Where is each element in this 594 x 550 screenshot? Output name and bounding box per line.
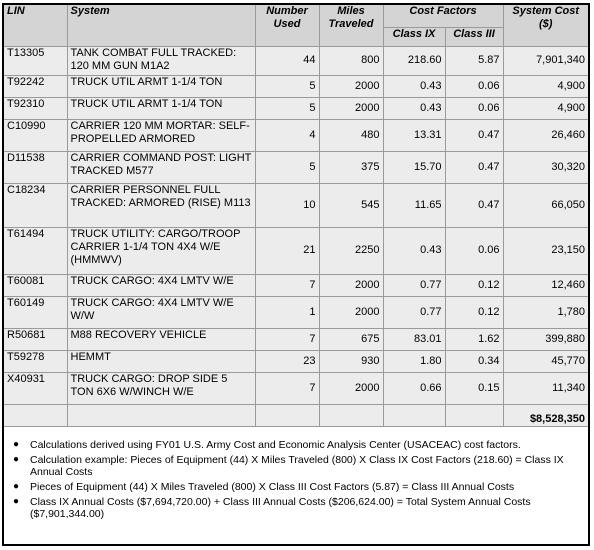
header-cost-factors: Cost Factors	[383, 5, 503, 27]
cell-system: CARRIER COMMAND POST: LIGHT TRACKED M577	[67, 151, 255, 183]
cell-number-used: 7	[255, 372, 319, 404]
cell-system: TRUCK UTIL ARMT 1-1/4 TON	[67, 75, 255, 97]
cell-system-cost: 7,901,340	[503, 46, 588, 75]
cell-system: TRUCK CARGO: 4X4 LMTV W/E	[67, 274, 255, 296]
cell-system-cost: 26,460	[503, 119, 588, 151]
table-body	[4, 46, 588, 404]
cell-class-ix: 0.77	[383, 274, 445, 296]
cell-system-cost: 4,900	[503, 75, 588, 97]
cell-lin: C10990	[4, 119, 67, 151]
table-row	[4, 97, 588, 119]
table-row	[4, 296, 588, 328]
cell-miles-traveled: 930	[319, 350, 383, 372]
cell-class-ix: 0.43	[383, 75, 445, 97]
table-row	[4, 119, 588, 151]
cell-system-cost: 66,050	[503, 183, 588, 227]
cell-system-cost: 1,780	[503, 296, 588, 328]
cell-miles-traveled: 480	[319, 119, 383, 151]
cell-number-used: 44	[255, 46, 319, 75]
cell-system: TRUCK CARGO: 4X4 LMTV W/E W/W	[67, 296, 255, 328]
total-row	[4, 404, 588, 426]
header-number-used: Number Used	[255, 5, 319, 46]
cell-class-ix: 0.43	[383, 227, 445, 274]
table-row	[4, 75, 588, 97]
cell-miles-traveled: 2000	[319, 372, 383, 404]
cell-lin: T13305	[4, 46, 67, 75]
cell-system-cost: 30,320	[503, 151, 588, 183]
cell-miles-traveled: 2000	[319, 274, 383, 296]
header-miles-traveled: Miles Traveled	[319, 5, 383, 46]
cell-class-ix: 15.70	[383, 151, 445, 183]
cell-class-ix: 1.80	[383, 350, 445, 372]
cell-number-used: 21	[255, 227, 319, 274]
cell-class-iii: 0.06	[445, 97, 503, 119]
cell-miles-traveled: 2000	[319, 296, 383, 328]
cost-table-frame	[2, 3, 590, 546]
cell-system: CARRIER 120 MM MORTAR: SELF-PROPELLED ARMORED	[67, 119, 255, 151]
cell-number-used: 5	[255, 75, 319, 97]
cell-class-iii: 0.34	[445, 350, 503, 372]
total-system-cost: $8,528,350	[503, 404, 588, 426]
cell-lin: R50681	[4, 328, 67, 350]
cell-class-ix: 0.77	[383, 296, 445, 328]
cell-miles-traveled: 545	[319, 183, 383, 227]
total-blank	[67, 404, 255, 426]
cell-lin: T61494	[4, 227, 67, 274]
cell-system: TRUCK UTIL ARMT 1-1/4 TON	[67, 97, 255, 119]
cell-class-ix: 0.66	[383, 372, 445, 404]
table-row	[4, 372, 588, 404]
cell-miles-traveled: 2000	[319, 97, 383, 119]
cell-number-used: 5	[255, 151, 319, 183]
cell-class-ix: 218.60	[383, 46, 445, 75]
header-lin: LIN	[4, 5, 67, 46]
note-text: Calculations derived using FY01 U.S. Army Cost and Economic Analysis Center (USACEAC) cost factors.	[30, 439, 521, 451]
total-blank	[383, 404, 445, 426]
cell-class-iii: 0.12	[445, 296, 503, 328]
note-item	[4, 496, 588, 520]
cell-system: CARRIER PERSONNEL FULL TRACKED: ARMORED (RISE) M113	[67, 183, 255, 227]
table-row	[4, 227, 588, 274]
cell-system-cost: 23,150	[503, 227, 588, 274]
cell-miles-traveled: 375	[319, 151, 383, 183]
cell-class-ix: 83.01	[383, 328, 445, 350]
cell-class-iii: 0.47	[445, 183, 503, 227]
cell-class-iii: 0.06	[445, 75, 503, 97]
cell-number-used: 5	[255, 97, 319, 119]
table-row	[4, 46, 588, 75]
cell-number-used: 1	[255, 296, 319, 328]
total-blank	[319, 404, 383, 426]
cell-class-iii: 0.06	[445, 227, 503, 274]
cell-lin: D11538	[4, 151, 67, 183]
cell-lin: C18234	[4, 183, 67, 227]
table-row	[4, 183, 588, 227]
cell-class-iii: 0.47	[445, 151, 503, 183]
cell-class-ix: 0.43	[383, 97, 445, 119]
calculation-notes	[4, 439, 588, 523]
cell-class-iii: 1.62	[445, 328, 503, 350]
cell-miles-traveled: 800	[319, 46, 383, 75]
cell-number-used: 4	[255, 119, 319, 151]
table-row	[4, 328, 588, 350]
table-row	[4, 350, 588, 372]
header-system: System	[67, 5, 255, 46]
cell-system: M88 RECOVERY VEHICLE	[67, 328, 255, 350]
cell-lin: X40931	[4, 372, 67, 404]
cell-miles-traveled: 675	[319, 328, 383, 350]
bullet-icon: ●	[13, 454, 20, 465]
cell-class-iii: 0.15	[445, 372, 503, 404]
note-item	[4, 454, 588, 478]
cell-class-iii: 0.12	[445, 274, 503, 296]
note-text: Class IX Annual Costs ($7,694,720.00) + Class III Annual Costs ($206,624.00) = Total System Annual Costs ($7,901,344.00)	[30, 496, 531, 520]
bullet-icon: ●	[13, 481, 20, 492]
cell-system: TRUCK CARGO: DROP SIDE 5 TON 6X6 W/WINCH W/E	[67, 372, 255, 404]
cell-class-iii: 5.87	[445, 46, 503, 75]
note-text: Pieces of Equipment (44) X Miles Traveled (800) X Class III Cost Factors (5.87) = Class III Annual Costs	[30, 481, 515, 493]
bullet-icon: ●	[13, 496, 20, 507]
note-item	[4, 439, 588, 451]
cell-class-ix: 11.65	[383, 183, 445, 227]
cell-number-used: 23	[255, 350, 319, 372]
cell-number-used: 7	[255, 274, 319, 296]
cell-class-iii: 0.47	[445, 119, 503, 151]
cell-system-cost: 12,460	[503, 274, 588, 296]
cell-system: TANK COMBAT FULL TRACKED: 120 MM GUN M1A2	[67, 46, 255, 75]
cell-lin: T60149	[4, 296, 67, 328]
cell-system-cost: 399,880	[503, 328, 588, 350]
cell-class-ix: 13.31	[383, 119, 445, 151]
total-blank	[4, 404, 67, 426]
cell-system-cost: 11,340	[503, 372, 588, 404]
cell-lin: T92310	[4, 97, 67, 119]
note-text: Calculation example: Pieces of Equipment (44) X Miles Traveled (800) X Class IX Cost Factors (218.60) = Class IX Annual Costs	[30, 454, 564, 478]
note-item	[4, 481, 588, 493]
header-system-cost: System Cost ($)	[503, 5, 588, 46]
cell-system-cost: 45,770	[503, 350, 588, 372]
system-cost-table	[4, 5, 588, 427]
header-class-ix: Class IX	[383, 27, 445, 46]
total-blank	[255, 404, 319, 426]
cell-lin: T60081	[4, 274, 67, 296]
cell-system-cost: 4,900	[503, 97, 588, 119]
cell-lin: T59278	[4, 350, 67, 372]
cell-number-used: 10	[255, 183, 319, 227]
cell-lin: T92242	[4, 75, 67, 97]
table-row	[4, 274, 588, 296]
table-row	[4, 151, 588, 183]
total-blank	[445, 404, 503, 426]
cell-miles-traveled: 2000	[319, 75, 383, 97]
cell-system: TRUCK UTILITY: CARGO/TROOP CARRIER 1-1/4 TON 4X4 W/E (HMMWV)	[67, 227, 255, 274]
cell-system: HEMMT	[67, 350, 255, 372]
bullet-icon: ●	[13, 439, 20, 450]
header-class-iii: Class III	[445, 27, 503, 46]
cell-number-used: 7	[255, 328, 319, 350]
cell-miles-traveled: 2250	[319, 227, 383, 274]
